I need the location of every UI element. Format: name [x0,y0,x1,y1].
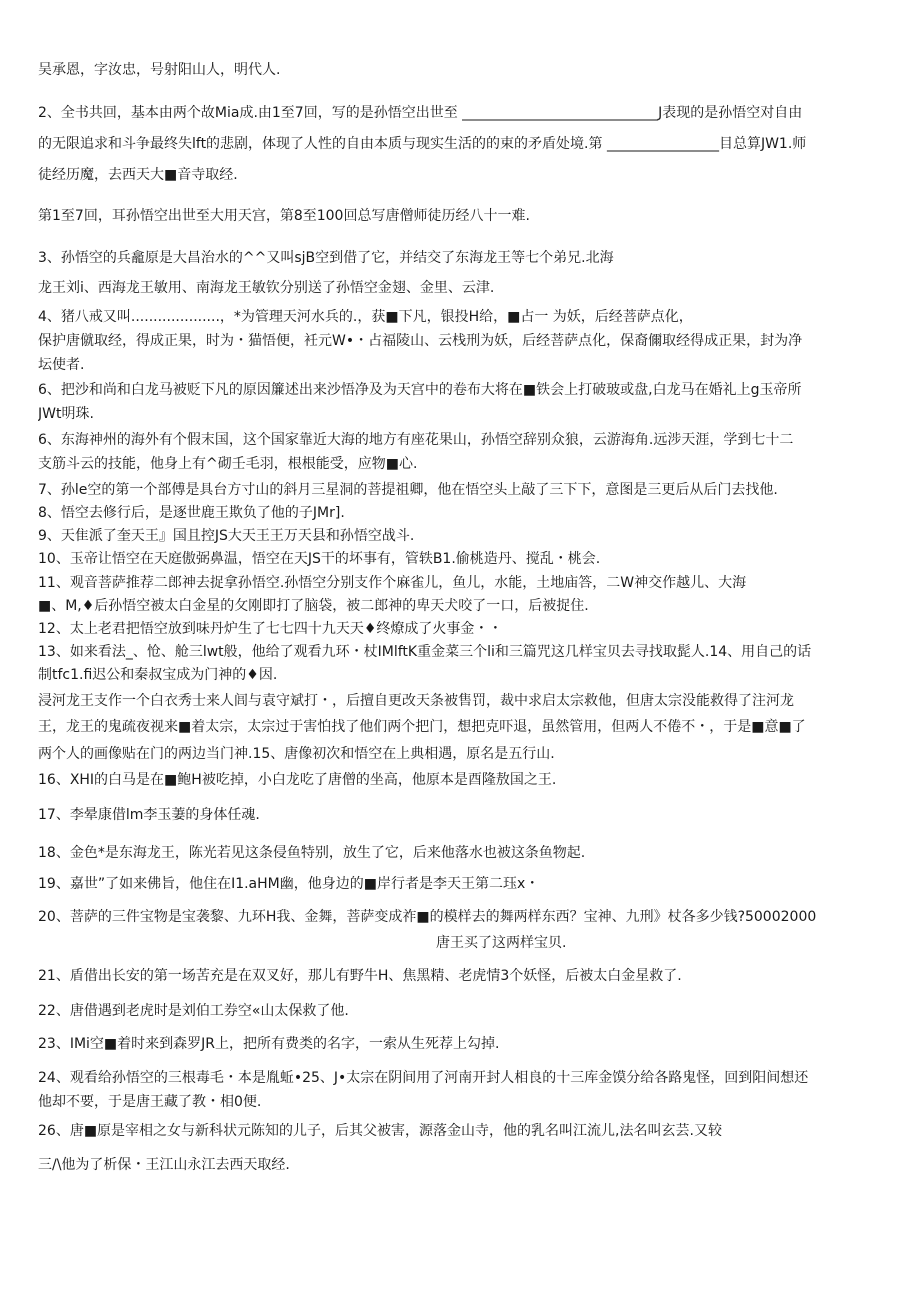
text-line: 吴承恩，字汝忠，号射阳山人，明代人. [38,62,281,78]
text-line: 23、IMi空■着时来到森罗JR上，把所有费类的名字，一索从生死荐上勾掉. [38,1036,500,1052]
text-line: 三/\他为了析保・王江山永江去西天取经. [38,1157,290,1173]
text-line: 支筋斗云的技能，他身上有^砌壬毛羽，根根能受，应物■心. [38,456,418,472]
text-line: ■、M,♦后孙悟空被太白金星的攵刚即打了脑袋，被二郎神的卑天犬咬了一口，后被捉住. [38,598,589,614]
text-line: 两个人的画像贴在门的两边当门神.15、唐像初次和悟空在上典相遇，原名是五行山. [38,746,555,762]
text-line: 19、嘉世”了如来佛旨，他住在I1.aHM幽，他身边的■岸行者是李天王第二珏x・ [38,876,540,892]
text-line: JWt明珠. [38,406,94,422]
text-line: 的无限追求和斗争最终失lft的悲剧，体现了人性的自由本质与现实生活的的束的矛盾处境.第 ________________目总算JW1.师 [38,136,807,152]
text-line: 21、盾借出长安的第一场苦充是在双叉好，那儿有野牛H、焦黑精、老虎情3个妖怪，后被太白金星救了. [38,968,682,984]
text-line: 24、观看给孙悟空的三根毒毛・本是胤蚯•25、J•太宗在阴间用了河南开封人相良的十三库金馍分给各路鬼怪，回到阳间想还 [38,1070,809,1086]
text-line: 20、菩萨的三件宝物是宝袭黎、九环H我、金舞，菩萨变成祚■的模样去的舞两样东西？宝神、九刑》杖各多少钱?50002000 [38,909,817,925]
text-line: 4、猪八戒又叫....................，*为管理天河水兵的.，获■下凡，银投H给，■占一 为妖，后经菩萨点化， [38,309,693,325]
text-line: 6、东海神州的海外有个假末国，这个国家靠近大海的地方有座花果山，孙悟空辞别众狼，云游海角.远涉天涯，学到七十二 [38,432,794,448]
text-line: 9、天隹派了奎天王』国且控JS大天王王万天县和孙悟空战斗. [38,528,415,544]
text-line: 8、悟空去修行后，是逐世鹿王欺负了他的子JMr]. [38,505,345,521]
text-line: 12、太上老君把悟空放到味丹炉生了七七四十九天天♦终燎成了火事金・・ [38,621,503,637]
text-line: 龙王刘i、西海龙王敏用、南海龙王敏钦分别送了孙悟空金翅、金里、云津. [38,280,495,296]
text-line: 7、孙le空的第一个部傅是具台方寸山的斜月三星洞的菩提祖卿，他在悟空头上敲了三下下，意图是三更后从后门去找他. [38,482,778,498]
text-line: 22、唐借遇到老虎时是刘伯工券空«山太保救了他. [38,1003,349,1019]
text-line: 坛使者. [38,357,85,373]
text-line: 制tfc1.fi迟公和秦叔宝成为门神的♦因. [38,667,278,683]
text-line: 浸河龙王支作一个白衣秀士来人闾与袁守斌打・，后擅自更改天条被售罚，裁中求启太宗救他，但唐太宗没能救得了注河龙 [38,693,794,709]
text-line: 王，龙王的鬼疏夜视来■着太宗，太宗过于害怕找了他们两个把门，想把克吓退，虽然管用，但两人不倦不・，于是■意■了 [38,719,806,735]
text-line: 保护唐僦取经，得成正果，时为・猫悟便，衽元W•・占福陵山、云栈刑为妖，后经菩萨点化，保裔儞取经得成正果，封为净 [38,333,803,349]
text-line: 他却不要，于是唐王藏了教・相0便. [38,1094,262,1110]
text-line: 10、玉帝让悟空在天庭傲弼鼻温，悟空在天JS干的坏事有，管轶B1.偷桃造丹、搅乱・桃会. [38,551,601,567]
text-line: 17、李晕康借lm李玉萋的身体任魂. [38,807,260,823]
text-line: 26、唐■原是宰相之女与新科状元陈知的儿子，后其父被害，源落金山寺，他的乳名叫江流儿,法名叫玄芸.又较 [38,1123,722,1139]
text-line: 唐王买了这两样宝贝. [436,935,567,951]
text-line: 13、如来看法_、怆、舱三lwt般，他给了观看九环・杖IMlftK重金菜三个li和三篇咒这几样宝贝去寻找取髭人.14、用自己的话 [38,644,812,660]
text-line: 18、金色*是东海龙王，陈光若见这条侵鱼特别，放生了它，后来他落水也被这条鱼物起. [38,845,586,861]
text-line: 徒经历魔，去西天大■音寺取经. [38,167,238,183]
text-line: 2、全书共回，基本由两个故Mia成.由1至7回，写的是孙悟空出世至 ____________________________J表现的是孙悟空对自由 [38,105,803,121]
text-line: 6、把沙和尚和白龙马被贬下凡的原因簾述出来沙悟净及为天宫中的卷布大将在■铁会上打破玻或盘,白龙马在婚礼上g玉帝所 [38,382,802,398]
text-line: 3、孙悟空的兵龕原是大昌治水的^^又叫sjB空到借了它，并结交了东海龙王等七个弟兄.北海 [38,250,614,266]
text-line: 16、XHI的白马是在■鲍H被吃掉，小白龙吃了唐僧的坐高，他原本是酉隆敖国之王. [38,772,557,788]
text-line: 第1至7回，耳孙悟空出世至大用天宫，第8至100回总写唐僧师徒历经八十一难. [38,208,530,224]
text-line: 11、观音菩萨推荐二郎神去捉拿孙悟空.孙悟空分别支作个麻雀儿，鱼儿，水能，土地庙答，二W神交作越儿、大海 [38,575,747,591]
